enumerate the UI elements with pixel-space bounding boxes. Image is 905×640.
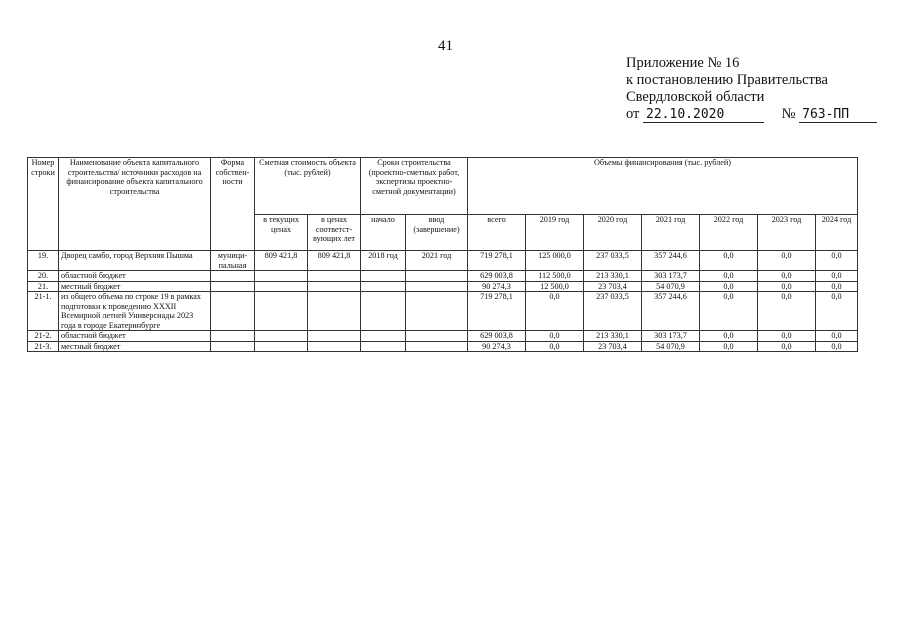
annex-block — [626, 55, 877, 123]
cell-2021: 357 244,6 — [642, 292, 700, 331]
cell-2021: 54 070,9 — [642, 281, 700, 292]
cell-2019: 0,0 — [526, 331, 584, 342]
cell-start — [361, 341, 406, 352]
cell-2020: 23 703,4 — [584, 281, 642, 292]
cell-yr — [308, 281, 361, 292]
header-row-1 — [28, 158, 858, 215]
annex-line-3: Свердловской области — [626, 89, 765, 105]
cell-cur — [255, 331, 308, 342]
header-completion: ввод (завершение) — [406, 215, 468, 251]
cell-2023: 0,0 — [758, 331, 816, 342]
cell-end — [406, 292, 468, 331]
cell-2022: 0,0 — [700, 331, 758, 342]
cell-2023: 0,0 — [758, 281, 816, 292]
cell-name: местный бюджет — [59, 341, 211, 352]
cell-form — [211, 271, 255, 282]
header-2019: 2019 год — [526, 215, 584, 251]
cell-total: 719 278,1 — [468, 292, 526, 331]
number-prefix: № — [781, 106, 796, 122]
page-number: 41 — [438, 38, 453, 54]
cell-start — [361, 271, 406, 282]
cell-num: 21-3. — [28, 341, 59, 352]
date-prefix: от — [626, 106, 640, 122]
cell-2020: 23 703,4 — [584, 341, 642, 352]
cell-2023: 0,0 — [758, 341, 816, 352]
cell-yr: 809 421,8 — [308, 251, 361, 271]
header-current-prices: в текущих ценах — [255, 215, 308, 251]
cell-2021: 303 173,7 — [642, 271, 700, 282]
table-row — [28, 271, 858, 282]
cell-start — [361, 331, 406, 342]
annex-date-line — [626, 106, 877, 123]
header-2023: 2023 год — [758, 215, 816, 251]
table-row — [28, 251, 858, 271]
cell-total: 90 274,3 — [468, 281, 526, 292]
header-2020: 2020 год — [584, 215, 642, 251]
cell-2024: 0,0 — [816, 292, 858, 331]
cell-cur — [255, 271, 308, 282]
cell-num: 21. — [28, 281, 59, 292]
cell-start — [361, 292, 406, 331]
cell-num: 19. — [28, 251, 59, 271]
cell-end — [406, 341, 468, 352]
cell-2024: 0,0 — [816, 331, 858, 342]
header-name: Наименование объекта капитального строительства/ источники расходов на финансирование объекта капитального строительства — [59, 158, 211, 251]
cell-cur — [255, 281, 308, 292]
cell-2019: 112 500,0 — [526, 271, 584, 282]
header-estimate: Сметная стоимость объекта (тыс. рублей) — [255, 158, 361, 215]
cell-2020: 213 330,1 — [584, 271, 642, 282]
cell-yr — [308, 331, 361, 342]
cell-2024: 0,0 — [816, 281, 858, 292]
cell-end — [406, 281, 468, 292]
cell-num: 20. — [28, 271, 59, 282]
cell-2022: 0,0 — [700, 251, 758, 271]
cell-2022: 0,0 — [700, 292, 758, 331]
cell-2019: 0,0 — [526, 341, 584, 352]
cell-2023: 0,0 — [758, 251, 816, 271]
header-2022: 2022 год — [700, 215, 758, 251]
header-year-prices: в ценах соответст-вующих лет — [308, 215, 361, 251]
cell-name: местный бюджет — [59, 281, 211, 292]
cell-name: из общего объема по строке 19 в рамках подготовки к проведению XXXII Всемирной летней Универсиады 2023 года в городе Екатеринбурге — [59, 292, 211, 331]
cell-total: 629 003,8 — [468, 331, 526, 342]
cell-2020: 213 330,1 — [584, 331, 642, 342]
cell-2024: 0,0 — [816, 341, 858, 352]
date-value: 22.10.2020 — [643, 108, 764, 123]
number-value: 763-ПП — [799, 108, 877, 123]
cell-start — [361, 281, 406, 292]
cell-total: 90 274,3 — [468, 341, 526, 352]
cell-form — [211, 341, 255, 352]
cell-2024: 0,0 — [816, 251, 858, 271]
annex-line-2: к постановлению Правительства — [626, 72, 828, 88]
cell-name: Дворец самбо, город Верхняя Пышма — [59, 251, 211, 271]
cell-yr — [308, 271, 361, 282]
cell-yr — [308, 341, 361, 352]
header-start: начало — [361, 215, 406, 251]
cell-num: 21-1. — [28, 292, 59, 331]
cell-2019: 0,0 — [526, 292, 584, 331]
cell-cur: 809 421,8 — [255, 251, 308, 271]
annex-title: Приложение № 16 — [626, 55, 740, 71]
header-2021: 2021 год — [642, 215, 700, 251]
cell-2019: 125 000,0 — [526, 251, 584, 271]
header-ownership: Форма собствен-ности — [211, 158, 255, 251]
cell-2022: 0,0 — [700, 271, 758, 282]
table-row — [28, 281, 858, 292]
cell-2021: 357 244,6 — [642, 251, 700, 271]
header-total: всего — [468, 215, 526, 251]
cell-yr — [308, 292, 361, 331]
cell-total: 629 003,8 — [468, 271, 526, 282]
table-row — [28, 292, 858, 331]
cell-form — [211, 281, 255, 292]
header-2024: 2024 год — [816, 215, 858, 251]
table-row — [28, 331, 858, 342]
header-terms: Сроки строительства (проектно-сметных работ, экспертизы проектно-сметной документации) — [361, 158, 468, 215]
header-financing: Объемы финансирования (тыс. рублей) — [468, 158, 858, 215]
cell-form: муници-пальная — [211, 251, 255, 271]
cell-start: 2018 год — [361, 251, 406, 271]
cell-2021: 303 173,7 — [642, 331, 700, 342]
cell-2020: 237 033,5 — [584, 292, 642, 331]
cell-name: областной бюджет — [59, 271, 211, 282]
table-row — [28, 341, 858, 352]
cell-2024: 0,0 — [816, 271, 858, 282]
cell-2022: 0,0 — [700, 341, 758, 352]
cell-2022: 0,0 — [700, 281, 758, 292]
cell-form — [211, 292, 255, 331]
cell-2021: 54 070,9 — [642, 341, 700, 352]
header-row-num: Номер строки — [28, 158, 59, 251]
cell-2023: 0,0 — [758, 271, 816, 282]
cell-end: 2021 год — [406, 251, 468, 271]
cell-2019: 12 500,0 — [526, 281, 584, 292]
cell-end — [406, 331, 468, 342]
cell-end — [406, 271, 468, 282]
cell-num: 21-2. — [28, 331, 59, 342]
cell-2023: 0,0 — [758, 292, 816, 331]
cell-form — [211, 331, 255, 342]
cell-total: 719 278,1 — [468, 251, 526, 271]
financing-table — [27, 157, 858, 352]
cell-cur — [255, 341, 308, 352]
cell-2020: 237 033,5 — [584, 251, 642, 271]
cell-name: областной бюджет — [59, 331, 211, 342]
cell-cur — [255, 292, 308, 331]
